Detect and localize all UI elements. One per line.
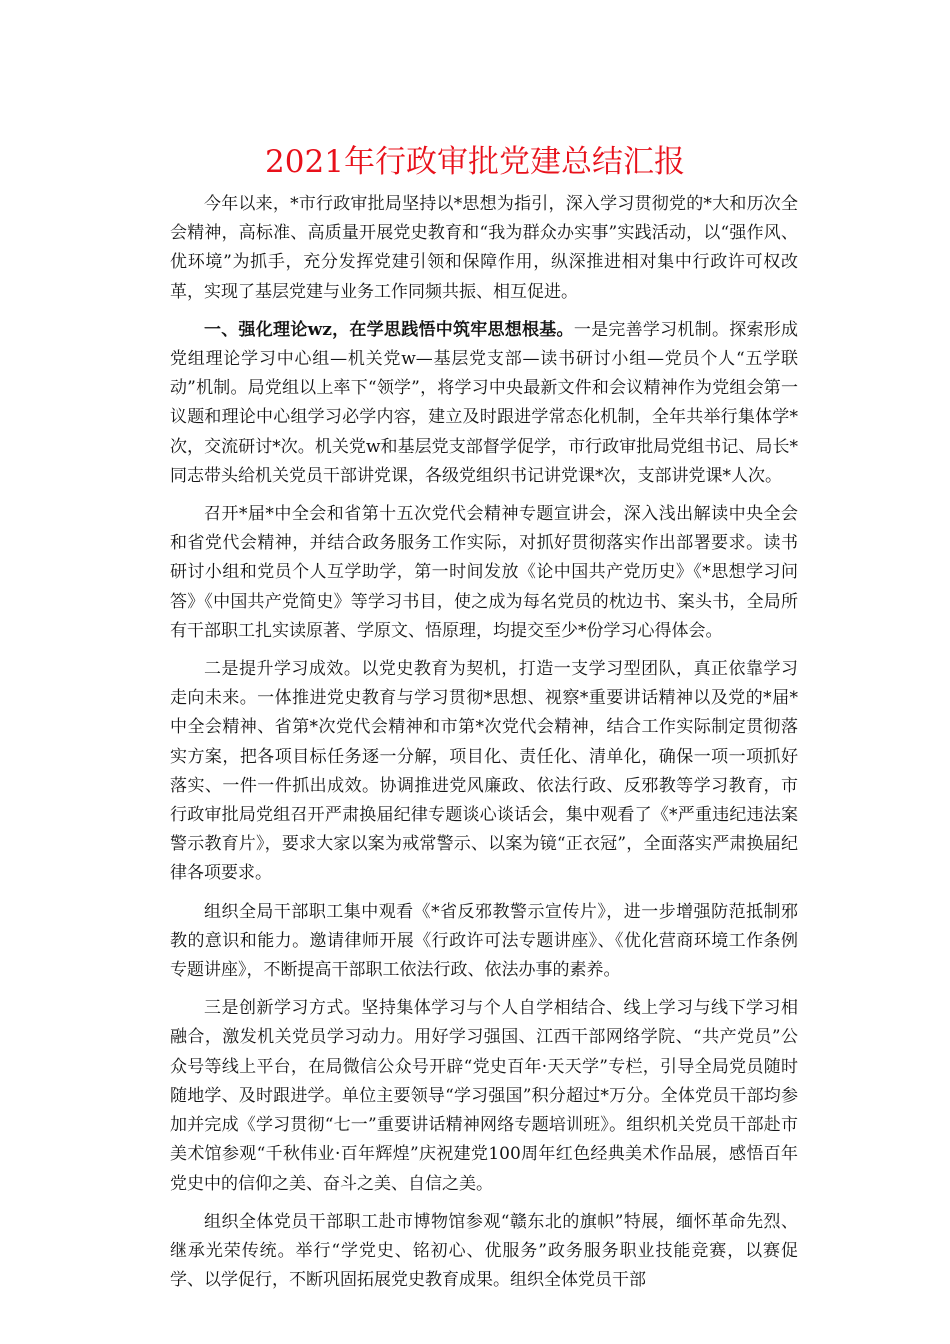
paragraph-intro <box>170 190 798 307</box>
document-title: 2021年行政审批党建总结汇报 <box>265 144 685 180</box>
document-body <box>170 190 798 1304</box>
paragraph-text: 召开*届*中全会和省第十五次党代会精神专题宣讲会，深入浅出解读中央全会和省党代会精神，并结合政务服务工作实际，对抓好贯彻落实作出部署要求。读书研讨小组和党员个人互学助学，第一时间发放《论中国共产党历史》《*思想学习问答》《中国共产党简史》等学习书目，使之成为每名党员的枕边书、案头书，全局所有干部职工扎实读原著、学原文、悟原理，均提交至少*份学习心得体会。 <box>170 504 798 641</box>
paragraph-text: 三是创新学习方式。坚持集体学习与个人自学相结合、线上学习与线下学习相融合，激发机关党员学习动力。用好学习强国、江西干部网络学院、“共产党员”公众号等线上平台，在局微信公众号开辟“党史百年·天天学”专栏，引导全局党员随时随地学、及时跟进学。单位主要领导“学习强国”积分超过*万分。全体党员干部均参加并完成《学习贯彻“七一”重要讲话精神网络专题培训班》。组织机关党员干部赴市美术馆参观“千秋伟业·百年辉煌”庆祝建党100周年红色经典美术作品展，感悟百年党史中的信仰之美、奋斗之美、自信之美。 <box>170 998 798 1194</box>
paragraph <box>170 500 798 646</box>
paragraph <box>170 1208 798 1296</box>
paragraph-text: 二是提升学习成效。以党史教育为契机，打造一支学习型团队，真正依靠学习走向未来。一体推进党史教育与学习贯彻*思想、视察*重要讲话精神以及党的*届*中全会精神、省第*次党代会精神和市第*次党代会精神，结合工作实际制定贯彻落实方案，把各项目标任务逐一分解，项目化、责任化、清单化，确保一项一项抓好落实、一件一件抓出成效。协调推进党风廉政、依法行政、反邪教等学习教育，市行政审批局党组召开严肃换届纪律专题谈心谈话会，集中观看了《*严重违纪违法案警示教育片》，要求大家以案为戒常警示、以案为镜“正衣冠”，全面落实严肃换届纪律各项要求。 <box>170 659 798 884</box>
paragraph-text: 组织全体党员干部职工赴市博物馆参观“赣东北的旗帜”特展，缅怀革命先烈、继承光荣传统。举行“学党史、铭初心、优服务”政务服务职业技能竞赛，以赛促学、以学促行，不断巩固拓展党史教育成果。组织全体党员干部 <box>170 1211 798 1291</box>
paragraph-text: 今年以来，*市行政审批局坚持以*思想为指引，深入学习贯彻党的*大和历次全会精神，高标准、高质量开展党史教育和“我为群众办实事”实践活动，以“强作风、优环境”为抓手，充分发挥党建引领和保障作用，纵深推进相对集中行政许可权改革，实现了基层党建与业务工作同频共振、相互促进。 <box>170 194 798 302</box>
section-heading: 一、强化理论wz，在学思践悟中筑牢思想根基。 <box>204 319 574 340</box>
paragraph-section-one <box>170 316 798 491</box>
paragraph <box>170 898 798 986</box>
paragraph <box>170 655 798 889</box>
paragraph-text: 组织全局干部职工集中观看《*省反邪教警示宣传片》，进一步增强防范抵制邪教的意识和能力。邀请律师开展《行政许可法专题讲座》、《优化营商环境工作条例专题讲座》，不断提高干部职工依法行政、依法办事的素养。 <box>170 901 798 981</box>
paragraph-text: 一是完善学习机制。探索形成党组理论学习中心组—机关党w—基层党支部—读书研讨小组—党员个人“五学联动”机制。局党组以上率下“领学”，将学习中央最新文件和会议精神作为党组会第一议题和理论中心组学习必学内容，建立及时跟进学常态化机制，全年共举行集体学*次，交流研讨*次。机关党w和基层党支部督学促学，市行政审批局党组书记、局长*同志带头给机关党员干部讲党课，各级党组织书记讲党课*次，支部讲党课*人次。 <box>170 319 798 486</box>
paragraph <box>170 994 798 1198</box>
